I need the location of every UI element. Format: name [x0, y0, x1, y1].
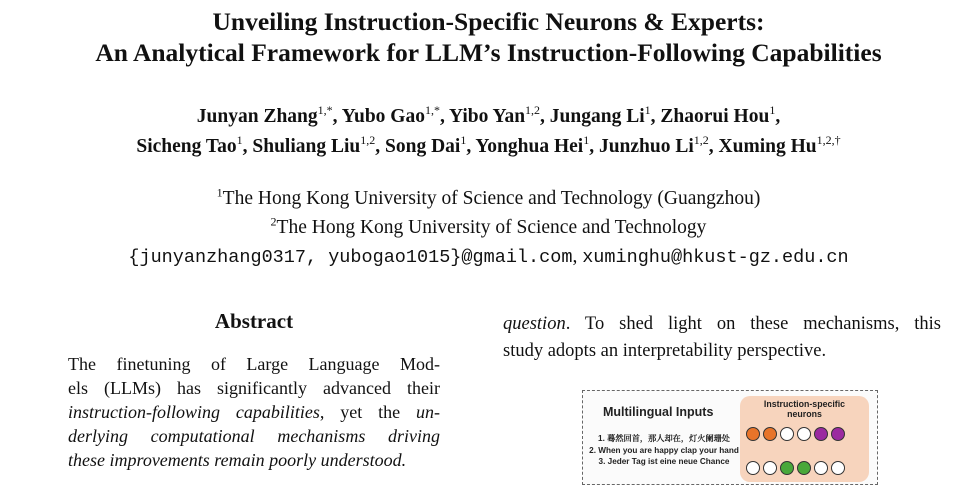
- italic-phrase: instruction-following capabilities: [68, 402, 320, 422]
- affiliations: [0, 184, 977, 272]
- neuron-circle: [797, 461, 811, 475]
- abstract-text: [68, 352, 440, 472]
- neurons-panel: [740, 396, 869, 482]
- author-name: Jungang Li: [549, 106, 645, 127]
- body-text-right: [503, 311, 941, 365]
- body-line: [503, 311, 941, 338]
- author-affil: 1,*: [317, 102, 333, 117]
- neurons-panel-title: [740, 399, 869, 419]
- paper-title: [0, 6, 977, 68]
- author-name: Junzhuo Li: [598, 136, 694, 157]
- neuron-row-1: [746, 427, 845, 441]
- abstract-line: The finetuning of Large Language Mod-: [68, 354, 440, 374]
- author-affil: 1,2: [360, 132, 376, 147]
- author-name: Yubo Gao: [341, 106, 425, 127]
- author-name: Yibo Yan: [449, 106, 526, 127]
- neuron-circle: [831, 461, 845, 475]
- abstract-line: [68, 424, 440, 448]
- figure-inputs-list: [589, 433, 739, 468]
- author-name: Sicheng Tao: [136, 136, 237, 157]
- neuron-circle: [814, 427, 828, 441]
- author-name: Zhaorui Hou: [660, 106, 770, 127]
- author-affil: 1,2: [693, 132, 709, 147]
- author-affil: 1,*: [424, 102, 440, 117]
- affil-text: The Hong Kong University of Science and Technology: [276, 217, 707, 238]
- italic-phrase: question: [503, 314, 566, 334]
- affiliation-1: [0, 184, 977, 213]
- figure-input-en: 2. When you are happy clap your hand: [589, 445, 739, 455]
- author-affil: 1: [236, 132, 243, 147]
- email-1[interactable]: {junyanzhang0317, yubogao1015}@gmail.com: [128, 247, 573, 268]
- author-affil: 1: [769, 102, 776, 117]
- author-affil: 1: [583, 132, 590, 147]
- italic-phrase: derlying computational mechanisms driving: [68, 426, 440, 446]
- author-name: Song Dai: [385, 136, 461, 157]
- figure-input-de: 3. Jeder Tag ist eine neue Chance: [598, 457, 730, 466]
- neuron-row-2: [746, 461, 845, 475]
- affil-marker: 2: [270, 214, 277, 229]
- author-list: [0, 102, 977, 162]
- panel-title-line: Instruction-specific: [763, 399, 846, 409]
- neuron-circle: [746, 461, 760, 475]
- italic-phrase: un-: [400, 402, 440, 422]
- neuron-circle: [831, 427, 845, 441]
- author-affil: 1: [644, 102, 651, 117]
- neuron-circle: [763, 427, 777, 441]
- abstract-heading: Abstract: [214, 309, 294, 333]
- author-name: Shuliang Liu: [252, 136, 361, 157]
- affil-marker: 1: [216, 185, 223, 200]
- title-line-1: Unveiling Instruction-Specific Neurons & Experts:: [212, 7, 765, 36]
- panel-title-line: neurons: [787, 409, 822, 419]
- author-affil: 1,2,†: [816, 132, 841, 147]
- figure-1: [582, 390, 878, 485]
- author-name: Yonghua Hei: [475, 136, 584, 157]
- author-name: Junyan Zhang: [196, 106, 318, 127]
- author-line-1: Junyan Zhang$^{1,*}$, Yubo Gao$^{1,*}$, Yibo Yan$^{1,2}$, Jungang Li$^1$, Zhaorui Hou$^1$,: [196, 102, 781, 127]
- email-2[interactable]: xuminghu@hkust-gz.edu.cn: [582, 247, 849, 268]
- author-name: Xuming Hu: [718, 136, 817, 157]
- neuron-circle: [797, 427, 811, 441]
- title-line-2: An Analytical Framework for LLM’s Instruction-Following Capabilities: [95, 38, 882, 67]
- figure-input-zh: 1. 蓦然回首，那人却在，灯火阑珊处: [598, 434, 730, 443]
- affiliation-2: [0, 213, 977, 242]
- email-separator: ,: [572, 246, 583, 267]
- author-line-2: Sicheng Tao$^1$, Shuliang Liu$^{1,2}$, Song Dai$^1$, Yonghua Hei$^1$, Junzhuo Li$^{1,2}$, Xuming $Hu^{1,2,\dagger}$: [136, 132, 841, 157]
- body-line: study adopts an interpretability perspective.: [503, 341, 827, 361]
- italic-phrase: these improvements remain poorly understood.: [68, 450, 407, 470]
- neuron-circle: [780, 461, 794, 475]
- abstract-line: [68, 448, 440, 472]
- neuron-circle: [780, 427, 794, 441]
- author-affil: 1,2: [525, 102, 541, 117]
- affil-text: The Hong Kong University of Science and Technology (Guangzhou): [222, 188, 761, 209]
- neuron-circle: [746, 427, 760, 441]
- author-affil: 1: [460, 132, 467, 147]
- abstract-line: els (LLMs) has significantly advanced their: [68, 378, 440, 398]
- abstract-line: [68, 400, 440, 424]
- neuron-circle: [814, 461, 828, 475]
- figure-inputs-title: Multilingual Inputs: [603, 405, 714, 419]
- body-fragment: . To shed light on these mechanisms, this: [565, 314, 941, 334]
- abstract-fragment: , yet the: [319, 402, 401, 422]
- neuron-circle: [763, 461, 777, 475]
- email-line: [0, 242, 977, 272]
